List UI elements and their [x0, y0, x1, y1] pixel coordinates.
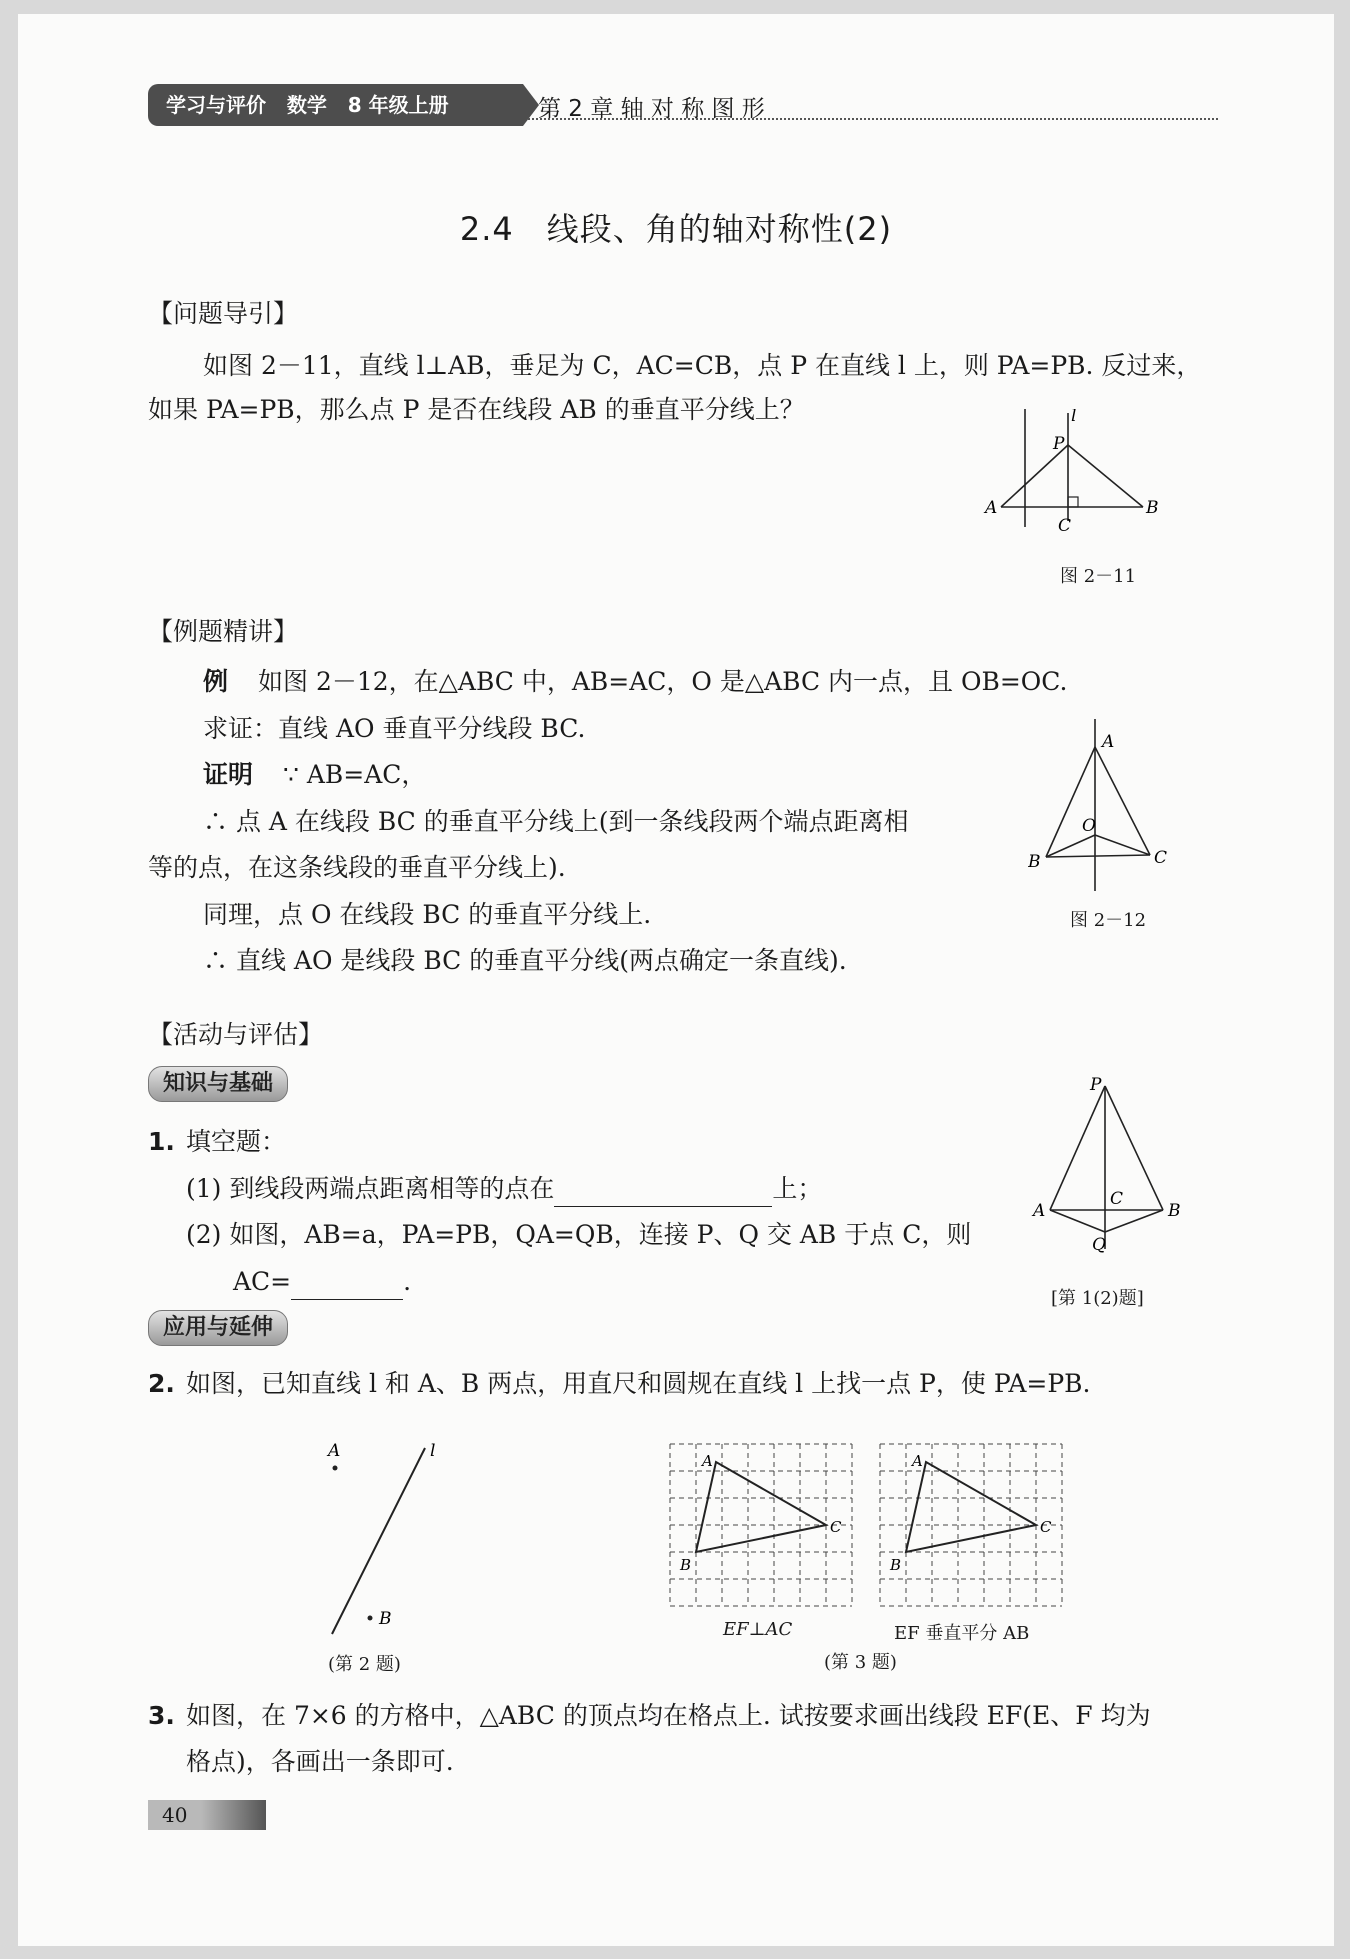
label-a: A: [985, 498, 998, 518]
example-line-7: ∴ 直线 AO 是线段 BC 的垂直平分线(两点确定一条直线).: [203, 946, 847, 975]
intro-heading: 【问题导引】: [148, 299, 299, 328]
grid-2: [868, 1432, 1068, 1618]
label-a: A: [1033, 1201, 1046, 1221]
label-b: B: [890, 1556, 902, 1574]
q1-part-1: [186, 1171, 822, 1207]
figure-q1-2: [1028, 1074, 1208, 1264]
example-line-4: ∴ 点 A 在线段 BC 的垂直平分线上(到一条线段两个端点距离相: [203, 807, 909, 836]
figure-2-11: [978, 409, 1198, 549]
grid-1-caption: EF⊥AC: [723, 1619, 793, 1640]
label-c: C: [830, 1518, 842, 1536]
workbook-page: [18, 14, 1334, 1946]
label-b: B: [680, 1556, 692, 1574]
q1-1-suffix: 上；: [772, 1174, 823, 1203]
series-banner: 学习与评价 数学 8 年级上册: [148, 84, 523, 126]
example-lead: 例: [203, 667, 229, 696]
badge-application: 应用与延伸: [148, 1310, 288, 1346]
example-line-1: 如图 2－12，在△ABC 中，AB=AC，O 是△ABC 内一点，且 OB=OC.: [258, 667, 1068, 696]
example-line-3: ∵ AB=AC，: [283, 760, 427, 789]
q1-2-prefix: AC=: [233, 1267, 292, 1296]
figure-q2: [278, 1432, 458, 1642]
label-b: B: [1168, 1201, 1181, 1221]
q1-2-suffix: .: [403, 1267, 412, 1296]
intro-line-2: 如果 PA=PB，那么点 P 是否在线段 AB 的垂直平分线上？: [148, 395, 805, 424]
label-a: A: [1102, 732, 1115, 752]
label-c: C: [1154, 848, 1168, 868]
page-number: 40: [148, 1800, 266, 1830]
label-l: l: [1071, 409, 1077, 426]
label-c: C: [1040, 1518, 1052, 1536]
label-c: C: [1110, 1189, 1124, 1209]
q3-line-1: 如图，在 7×6 的方格中，△ABC 的顶点均在格点上. 试按要求画出线段 EF(E、F 均为: [186, 1701, 1151, 1730]
label-p: P: [1090, 1075, 1102, 1095]
label-l: l: [430, 1441, 436, 1461]
header-divider: [528, 118, 1218, 120]
q3-number: 3.: [148, 1701, 175, 1730]
example-line-6: 同理，点 O 在线段 BC 的垂直平分线上.: [203, 900, 652, 929]
q3-line-2: 格点)，各画出一条即可.: [186, 1747, 454, 1776]
badge-knowledge: 知识与基础: [148, 1066, 288, 1102]
label-b: B: [1146, 498, 1159, 518]
q1-part-2: (2) 如图，AB=a，PA=PB，QA=QB，连接 P、Q 交 AB 于点 C，则: [186, 1220, 972, 1249]
q2-caption: (第 2 题): [328, 1654, 401, 1675]
label-p: P: [1053, 434, 1065, 454]
example-line-5: 等的点，在这条线段的垂直平分线上).: [148, 853, 566, 882]
q1-text: 填空题：: [186, 1127, 287, 1156]
label-a: A: [328, 1441, 341, 1461]
q2-text: 如图，已知直线 l 和 A、B 两点，用直尺和圆规在直线 l 上找一点 P，使 PA=PB.: [186, 1369, 1091, 1398]
label-b: B: [379, 1609, 392, 1629]
label-a: A: [912, 1452, 923, 1470]
q3-caption: (第 3 题): [824, 1652, 897, 1673]
label-q: Q: [1092, 1235, 1106, 1255]
label-c: C: [1058, 516, 1072, 536]
figure-2-12: [1028, 719, 1198, 894]
q1-part-2-answer: [233, 1264, 411, 1300]
fig-2-12-caption: 图 2－12: [1070, 910, 1147, 931]
q1-1-answer-blank[interactable]: [554, 1178, 772, 1207]
q1-number: 1.: [148, 1127, 175, 1156]
grid-2-caption: EF 垂直平分 AB: [894, 1623, 1030, 1644]
q1-2-answer-blank[interactable]: [291, 1271, 403, 1300]
intro-line-1: 如图 2－11，直线 l⊥AB，垂足为 C，AC=CB，点 P 在直线 l 上，则 PA=PB. 反过来，: [203, 351, 1202, 380]
fig-2-11-caption: 图 2－11: [1060, 566, 1137, 587]
label-o: O: [1082, 816, 1096, 836]
proof-lead: 证明: [203, 760, 254, 789]
chapter-title: 第 2 章 轴 对 称 图 形: [538, 96, 765, 122]
example-heading: 【例题精讲】: [148, 617, 299, 646]
q1-1-prefix: (1) 到线段两端点距离相等的点在: [186, 1174, 555, 1203]
label-b: B: [1028, 852, 1041, 872]
example-line-2: 求证：直线 AO 垂直平分线段 BC.: [203, 714, 586, 743]
section-title: 2.4 线段、角的轴对称性(2): [459, 210, 893, 248]
q2-number: 2.: [148, 1369, 175, 1398]
activity-heading: 【活动与评估】: [148, 1020, 324, 1049]
label-a: A: [702, 1452, 713, 1470]
q1-2-fig-caption: [第 1(2)题]: [1051, 1288, 1144, 1309]
grid-1: [658, 1432, 858, 1618]
